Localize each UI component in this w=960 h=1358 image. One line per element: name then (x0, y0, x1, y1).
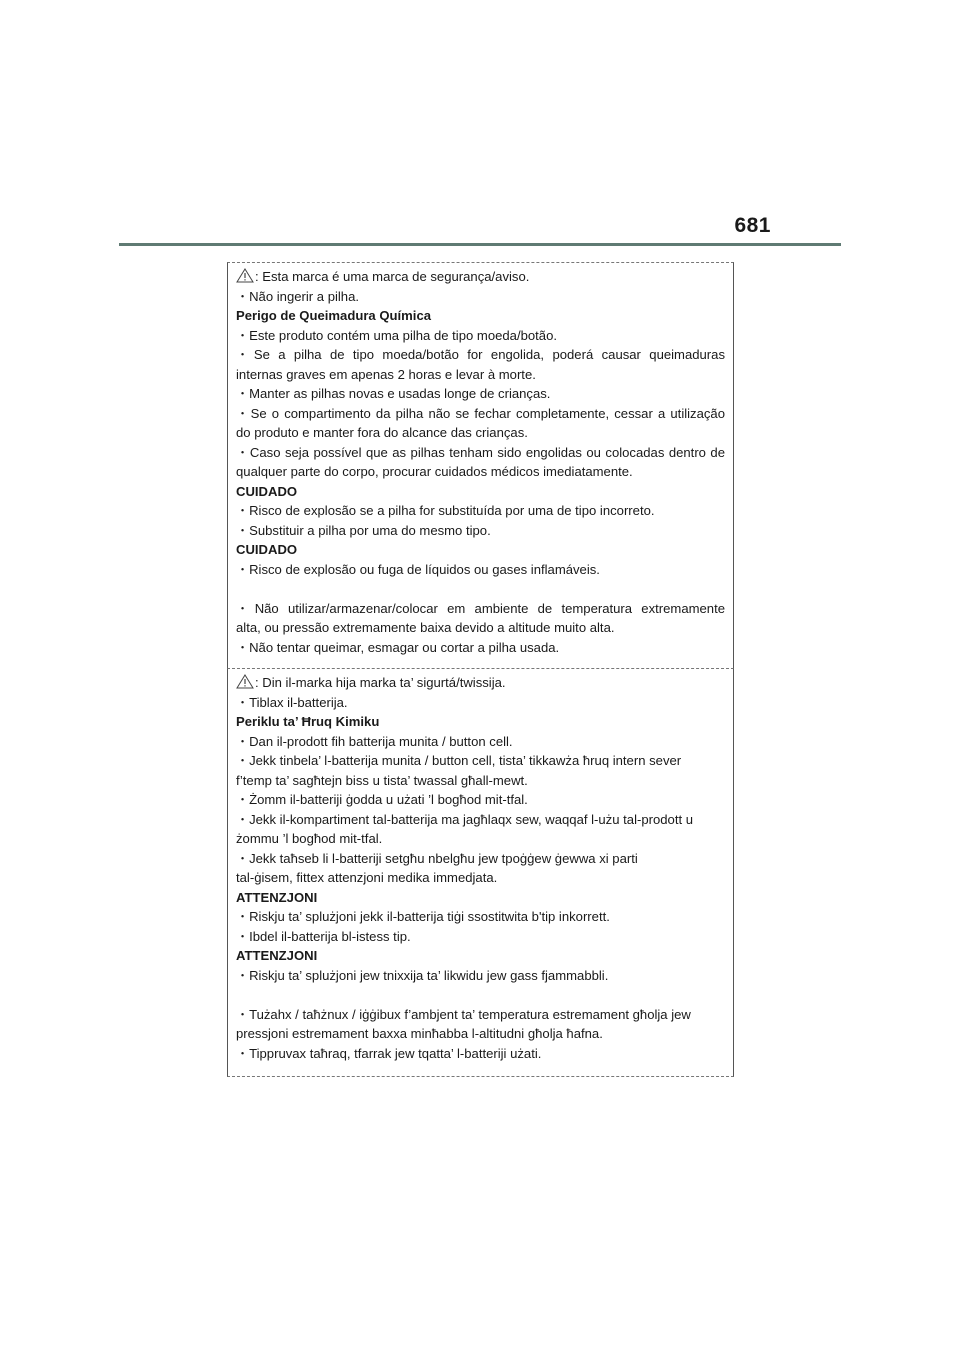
blank-line (236, 985, 725, 1005)
line-text: ・Caso seja possível que as pilhas tenham sido engolidas ou colocadas dentro de (236, 444, 725, 460)
line-text: f’temp ta’ sagħtejn biss u tista’ twassal għall-mewt. (236, 772, 528, 788)
warning-triangle-icon (236, 268, 254, 283)
line-text: ATTENZJONI (236, 948, 318, 963)
text-line (236, 907, 725, 927)
text-line (236, 462, 725, 482)
line-text: ・Dan il-prodott fih batterija munita / button cell. (236, 733, 513, 749)
text-line (236, 868, 725, 888)
text-line (236, 638, 725, 658)
section-heading (236, 712, 725, 732)
text-line (236, 501, 725, 521)
text-line (236, 673, 725, 693)
line-text: ・Żomm il-batteriji ġodda u użati ’l bogħod mit-tfal. (236, 792, 528, 807)
line-text: qualquer parte do corpo, procurar cuidados médicos imediatamente. (236, 464, 633, 479)
text-line (236, 521, 725, 541)
header-rule (119, 243, 841, 246)
line-text: ・Jekk taħseb li l-batteriji setgħu nbelgħu jew tpoġġew ġewwa xi parti (236, 850, 638, 866)
warning-box-maltese (227, 668, 734, 1077)
text-line (236, 1044, 725, 1064)
text-line (236, 599, 725, 619)
line-text: ・Manter as pilhas novas e usadas longe de crianças. (236, 386, 551, 401)
line-text: ・Jekk il-kompartiment tal-batterija ma jagħlaqx sew, waqqaf l-użu tal-prodott u (236, 811, 694, 827)
text-line (236, 1024, 725, 1044)
text-line (236, 966, 725, 986)
page-number: 681 (734, 214, 771, 237)
text-line (236, 829, 725, 849)
line-text: Perigo de Queimadura Química (236, 308, 432, 323)
line-text: do produto e manter fora do alcance das crianças. (236, 425, 528, 440)
text-line (236, 443, 725, 463)
text-line (236, 810, 725, 830)
text-line (236, 345, 725, 365)
line-text: CUIDADO (236, 483, 298, 499)
line-text: ・Risco de explosão ou fuga de líquidos ou gases inflamáveis. (236, 561, 600, 577)
text-line (236, 618, 725, 638)
line-text: alta, ou pressão extremamente baixa devido a altitude muito alta. (236, 620, 615, 635)
line-text: tal-ġisem, fittex attenzjoni medika immedjata. (236, 870, 498, 885)
text-line (236, 423, 725, 443)
text-line (236, 1005, 725, 1025)
section-heading (236, 946, 725, 966)
section-heading (236, 306, 725, 326)
line-text: ・Não tentar queimar, esmagar ou cortar a pilha usada. (236, 639, 560, 655)
text-line (236, 560, 725, 580)
line-text: ・Jekk tinbela’ l-batterija munita / button cell, tista’ tikkawża ħruq intern sever (236, 753, 682, 768)
text-line (236, 790, 725, 810)
line-text: ・Substituir a pilha por uma do mesmo tipo. (236, 522, 491, 538)
line-text: ・Tiblax il-batterija. (236, 694, 348, 710)
line-text: ・Se a pilha de tipo moeda/botão for engolida, poderá causar queimaduras (236, 347, 725, 362)
line-text: ・Se o compartimento da pilha não se fechar completamente, cessar a utilização (236, 405, 725, 421)
line-text: ATTENZJONI (236, 889, 318, 905)
warning-triangle-icon (236, 674, 254, 689)
text-line (236, 365, 725, 385)
text-line (236, 267, 725, 287)
section-heading (236, 482, 725, 502)
text-line (236, 384, 725, 404)
line-text: CUIDADO (236, 542, 298, 557)
line-text: : Esta marca é uma marca de segurança/aviso. (255, 269, 530, 284)
text-line (236, 404, 725, 424)
line-text: : Din il-marka hija marka ta’ sigurtá/twissija. (255, 675, 506, 690)
section-heading (236, 540, 725, 560)
line-text: pressjoni estremament baxxa minħabba l-altitudni għolja ħafna. (236, 1026, 603, 1041)
line-text: Periklu ta’ Ħruq Kimiku (236, 714, 380, 729)
blank-line (236, 579, 725, 599)
line-text: ・Tippruvax taħraq, tfarrak jew tqatta’ l-batteriji użati. (236, 1045, 542, 1061)
line-text: ・Não ingerir a pilha. (236, 288, 359, 304)
text-line (236, 732, 725, 752)
text-line (236, 287, 725, 307)
line-text: ・Este produto contém uma pilha de tipo moeda/botão. (236, 327, 557, 343)
text-line (236, 751, 725, 771)
text-line (236, 693, 725, 713)
text-line (236, 927, 725, 947)
line-text: ・Tużahx / taħżnux / iġġibux f’ambjent ta’ temperatura estremament għolja jew (236, 1006, 691, 1022)
line-text: żommu ’l bogħod mit-tfal. (236, 831, 383, 846)
text-line (236, 771, 725, 791)
section-heading (236, 888, 725, 908)
line-text: ・Riskju ta’ splużjoni jew tnixxija ta’ likwidu jew gass fjammabbli. (236, 967, 609, 983)
warning-box-portuguese (227, 262, 734, 668)
line-text: ・Não utilizar/armazenar/colocar em ambiente de temperatura extremamente (236, 600, 725, 616)
line-text: ・Risco de explosão se a pilha for substituída por uma de tipo incorreto. (236, 503, 655, 518)
line-text: internas graves em apenas 2 horas e levar à morte. (236, 366, 536, 382)
line-text: ・Ibdel il-batterija bl-istess tip. (236, 928, 411, 944)
text-line (236, 326, 725, 346)
line-text: ・Riskju ta’ splużjoni jekk il-batterija tiġi ssostitwita b'tip inkorrett. (236, 909, 610, 924)
text-line (236, 849, 725, 869)
